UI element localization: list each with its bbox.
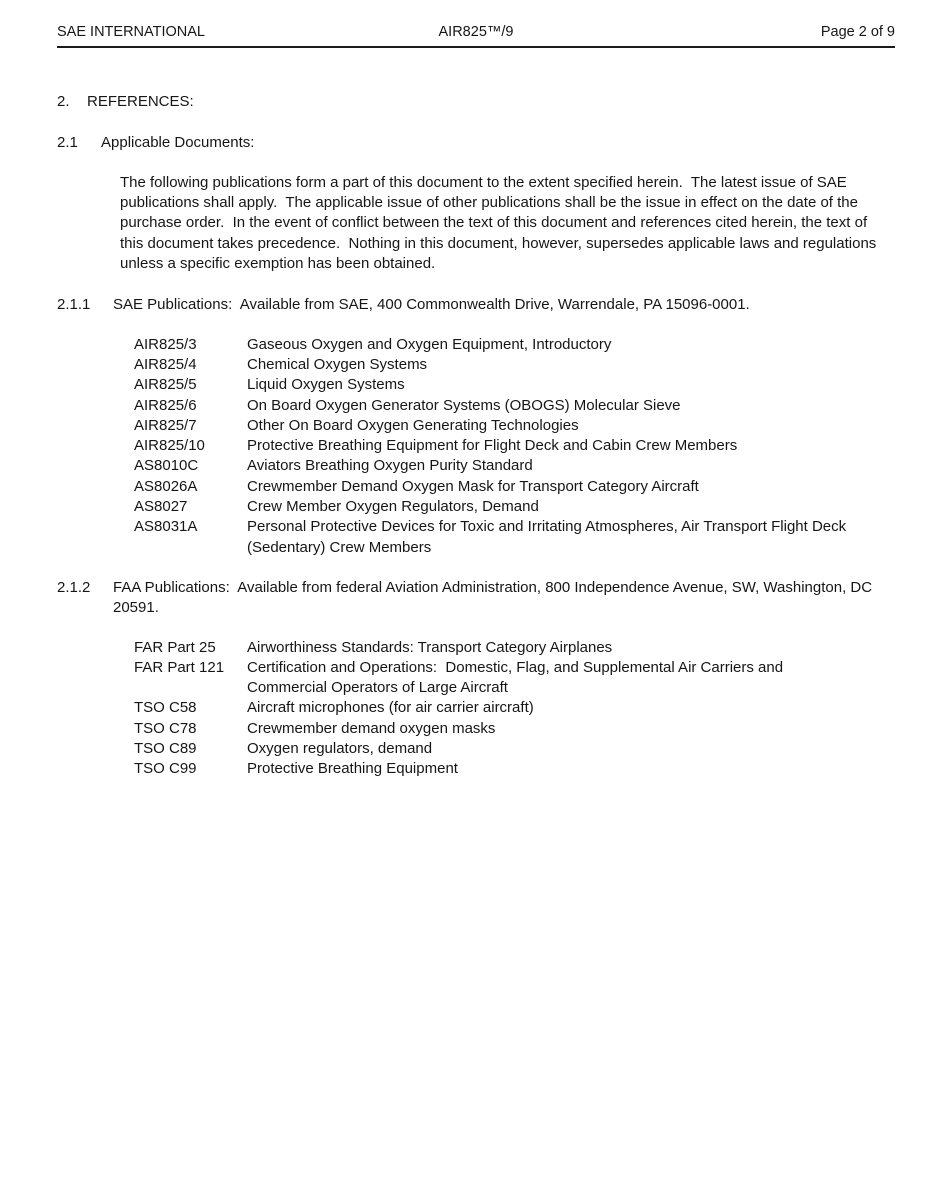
subsection-title: Applicable Documents: xyxy=(101,133,255,151)
header-page-count: Page 2 of 9 xyxy=(820,24,895,40)
sae-publications-list xyxy=(134,335,895,558)
publication-row xyxy=(134,658,895,699)
publication-code: TSO C99 xyxy=(134,760,197,778)
publication-row xyxy=(134,517,895,558)
header-rule xyxy=(57,46,895,48)
publication-title: Crewmember demand oxygen masks xyxy=(247,719,496,737)
publication-title: Protective Breathing Equipment xyxy=(247,760,458,778)
publication-code: FAR Part 25 xyxy=(134,638,216,656)
publication-title: Airworthiness Standards: Transport Category Airplanes xyxy=(247,638,613,656)
publication-title: Aircraft microphones (for air carrier aircraft) xyxy=(247,699,534,717)
publication-row xyxy=(134,396,895,416)
publication-row xyxy=(134,759,895,779)
header-doc-number: AIR825™/9 xyxy=(438,24,514,40)
publication-row xyxy=(134,416,895,436)
publication-code: AS8027 xyxy=(134,498,188,516)
header-publisher: SAE INTERNATIONAL xyxy=(57,24,205,40)
section-number: 2. xyxy=(57,93,70,111)
publication-title: Gaseous Oxygen and Oxygen Equipment, Introductory xyxy=(247,335,612,353)
publication-row xyxy=(134,477,895,497)
publication-title: Protective Breathing Equipment for Flight Deck and Cabin Crew Members xyxy=(247,437,738,455)
document-body xyxy=(0,92,950,779)
publication-title: Liquid Oxygen Systems xyxy=(247,376,405,394)
publication-code: AIR825/5 xyxy=(134,376,197,394)
applicable-documents-paragraph: The following publications form a part of this document to the extent specified herein. The latest issue of SAE publications shall apply. The applicable issue of other publications shall be the issue in effect on the date of the purchase order. In the event of conflict between the text of this document and references cited herein, the text of this document takes precedence. Nothing in this document, however, supersedes applicable laws and regulations unless a specific exemption has been obtained. xyxy=(120,173,881,273)
publication-row xyxy=(134,375,895,395)
publication-title: On Board Oxygen Generator Systems (OBOGS) Molecular Sieve xyxy=(247,396,681,414)
subsection-number: 2.1.1 xyxy=(57,296,91,314)
section-title: REFERENCES: xyxy=(87,93,194,111)
publication-code: AIR825/4 xyxy=(134,355,197,373)
publication-code: AIR825/6 xyxy=(134,396,197,414)
publication-title: Personal Protective Devices for Toxic and Irritating Atmospheres, Air Transport Flight Deck (Sedentary) Crew Members xyxy=(247,518,851,556)
subsection-intro: SAE Publications: Available from SAE, 400 Commonwealth Drive, Warrendale, PA 15096-0001. xyxy=(113,296,750,314)
subsection-intro: FAA Publications: Available from federal Aviation Administration, 800 Independence Avenue, SW, Washington, DC 20591. xyxy=(113,578,877,617)
publication-code: FAR Part 121 xyxy=(134,658,225,676)
publication-code: AS8010C xyxy=(134,457,199,475)
subsection-heading-applicable-documents xyxy=(57,133,895,153)
publication-row xyxy=(134,456,895,476)
publication-code: TSO C89 xyxy=(134,740,197,758)
publication-title: Crewmember Demand Oxygen Mask for Transport Category Aircraft xyxy=(247,477,699,495)
faa-publications-list xyxy=(134,638,895,780)
publication-code: AIR825/3 xyxy=(134,335,197,353)
subsection-heading-faa-publications xyxy=(57,578,895,619)
publication-row xyxy=(134,698,895,718)
publication-title: Certification and Operations: Domestic, Flag, and Supplemental Air Carriers and Commercial Operators of Large Aircraft xyxy=(247,658,788,697)
subsection-number: 2.1 xyxy=(57,133,78,151)
publication-title: Other On Board Oxygen Generating Technologies xyxy=(247,416,579,434)
publication-code: AIR825/7 xyxy=(134,416,197,434)
publication-row xyxy=(134,497,895,517)
publication-row xyxy=(134,335,895,355)
publication-code: AS8031A xyxy=(134,518,198,536)
publication-row xyxy=(134,719,895,739)
publication-code: AIR825/10 xyxy=(134,437,205,455)
publication-code: TSO C78 xyxy=(134,719,197,737)
section-heading-references xyxy=(57,92,895,112)
page-header xyxy=(0,0,950,42)
publication-title: Chemical Oxygen Systems xyxy=(247,355,428,373)
publication-title: Crew Member Oxygen Regulators, Demand xyxy=(247,498,539,516)
publication-title: Aviators Breathing Oxygen Purity Standard xyxy=(247,457,533,475)
publication-row xyxy=(134,355,895,375)
publication-row xyxy=(134,739,895,759)
publication-title: Oxygen regulators, demand xyxy=(247,740,433,758)
publication-code: TSO C58 xyxy=(134,699,197,717)
subsection-number: 2.1.2 xyxy=(57,578,91,596)
publication-code: AS8026A xyxy=(134,477,198,495)
subsection-heading-sae-publications xyxy=(57,295,895,315)
publication-row xyxy=(134,638,895,658)
publication-row xyxy=(134,436,895,456)
